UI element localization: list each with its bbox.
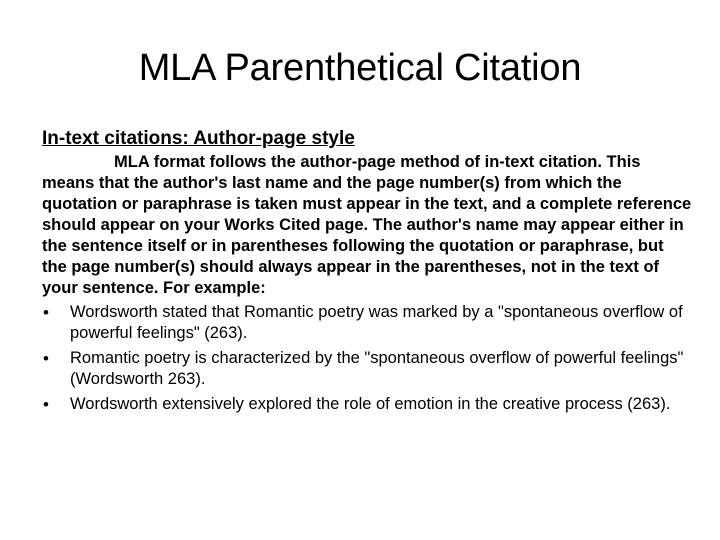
slide-content xyxy=(42,126,692,419)
example-text: Wordsworth stated that Romantic poetry was marked by a "spontaneous overflow of powerful feelings" (263). xyxy=(70,303,683,342)
example-item xyxy=(42,394,692,415)
example-text: Wordsworth extensively explored the role of emotion in the creative process (263). xyxy=(70,395,671,413)
explanation-paragraph: MLA format follows the author-page method of in-text citation. This means that the author's last name and the page number(s) from which the quotation or paraphrase is taken must appear in the text, and a complete reference should appear on your Works Cited page. The author's name may appear either in the sentence itself or in parentheses following the quotation or paraphrase, but the page number(s) should always appear in the parentheses, not in the text of your sentence. For example: xyxy=(42,153,692,297)
example-text: Romantic poetry is characterized by the "spontaneous overflow of powerful feelings" (Wordsworth 263). xyxy=(70,349,684,388)
example-item xyxy=(42,302,692,344)
bullet-icon: • xyxy=(43,349,49,368)
example-list xyxy=(42,302,692,415)
example-item xyxy=(42,348,692,390)
section-subtitle: In-text citations: Author-page style xyxy=(42,128,355,149)
slide-title: MLA Parenthetical Citation xyxy=(138,47,582,89)
bullet-icon: • xyxy=(43,303,49,322)
bullet-icon: • xyxy=(43,395,49,414)
